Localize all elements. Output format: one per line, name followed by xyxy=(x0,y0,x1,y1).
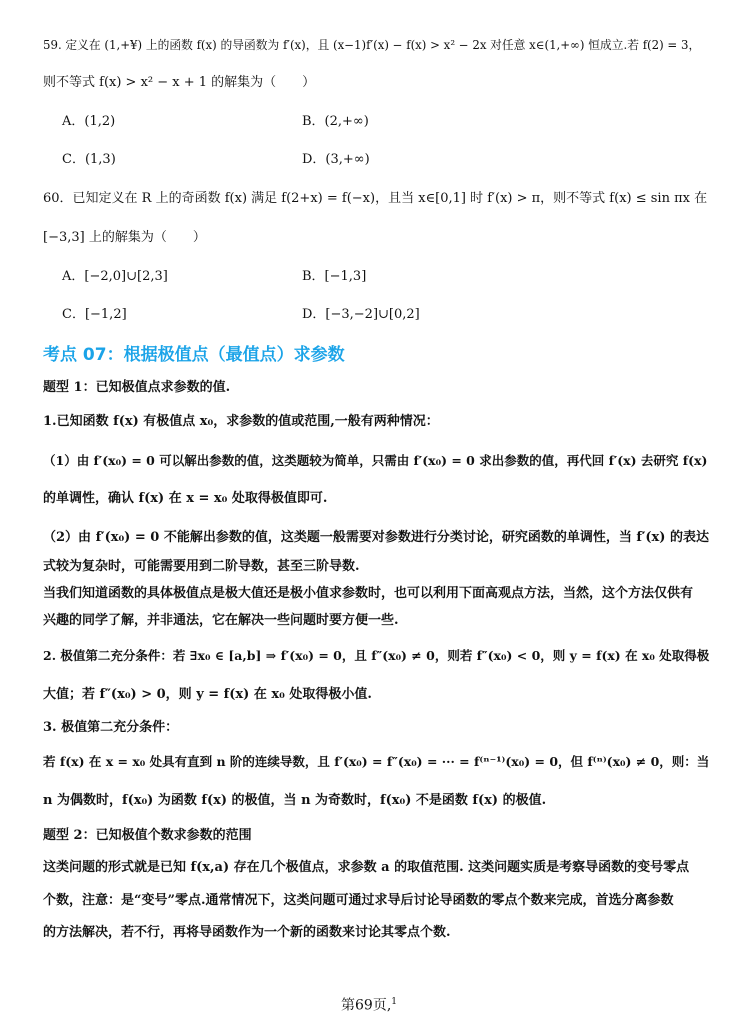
q59-option-b: B．(2,+∞) xyxy=(302,114,369,129)
q60-option-b: B．[−1,3] xyxy=(302,269,367,284)
paragraph-3-line1: （2）由 f′(x₀) = 0 不能解出参数的值，这类题一般需要对参数进行分类讨论，研究函数的单调性，当 f′(x) 的表达 xyxy=(43,530,709,545)
q60-option-a: A．[−2,0]∪[2,3] xyxy=(62,269,168,284)
paragraph-5-line1: 2. 极值第二充分条件：若 ∃x₀ ∈ [a,b] ⇒ f′(x₀) = 0，且 f″(x₀) ≠ 0，则若 f″(x₀) < 0，则 y = f(x) 在 x₀ 处取得极 xyxy=(43,648,710,663)
paragraph-2-line1: （1）由 f′(x₀) = 0 可以解出参数的值，这类题较为简单，只需由 f′(x₀) = 0 求出参数的值，再代回 f′(x) 去研究 f(x) xyxy=(43,453,708,468)
q59-option-d: D．(3,+∞) xyxy=(302,152,370,167)
type1-title: 题型 1：已知极值点求参数的值. xyxy=(43,380,231,395)
type2-title: 题型 2：已知极值个数求参数的范围 xyxy=(43,828,252,843)
q60-stem-line1: 60．已知定义在 R 上的奇函数 f(x) 满足 f(2+x) = f(−x)，且当 x∈[0,1] 时 f′(x) > π，则不等式 f(x) ≤ sin πx 在 xyxy=(43,191,708,206)
paragraph-2-line2: 的单调性，确认 f(x) 在 x = x₀ 处取得极值即可. xyxy=(43,491,328,506)
q59-stem-line1: 59. 定义在 (1,+¥) 上的函数 f(x) 的导函数为 f′(x)，且 (x−1)f′(x) − f(x) > x² − 2x 对任意 x∈(1,+∞) 恒成立.若 f(2) = 3， xyxy=(43,38,701,52)
q59-option-a: A．(1,2) xyxy=(62,114,116,129)
page-footer xyxy=(0,992,738,1016)
page-superscript: 1 xyxy=(391,997,397,1007)
paragraph-5-line2: 大值；若 f″(x₀) > 0，则 y = f(x) 在 x₀ 处取得极小值. xyxy=(43,687,372,702)
q59-option-c: C．(1,3) xyxy=(62,152,116,167)
paragraph-7-line1: 若 f(x) 在 x = x₀ 处具有直到 n 阶的连续导数，且 f′(x₀) = f″(x₀) = ··· = f⁽ⁿ⁻¹⁾(x₀) = 0，但 f⁽ⁿ⁾(x₀) ≠ 0，则：当 xyxy=(43,754,710,769)
paragraph-8-line2: 个数，注意：是“变号”零点.通常情况下，这类问题可通过求导后讨论导函数的零点个数来完成，首选分离参数 xyxy=(43,893,674,908)
paragraph-1: 1.已知函数 f(x) 有极值点 x₀，求参数的值或范围,一般有两种情况： xyxy=(43,414,439,429)
paragraph-8-line1: 这类问题的形式就是已知 f(x,a) 存在几个极值点，求参数 a 的取值范围. 这类问题实质是考察导函数的变号零点 xyxy=(43,860,690,875)
paragraph-8-line3: 的方法解决，若不行，再将导函数作为一个新的函数来讨论其零点个数. xyxy=(43,925,451,940)
page-number: 第69页, xyxy=(341,997,392,1014)
paragraph-3-line2: 式较为复杂时，可能需要用到二阶导数，甚至三阶导数. xyxy=(43,559,360,574)
q60-stem-line2: [−3,3] 上的解集为（ ） xyxy=(43,230,206,245)
q60-option-d: D．[−3,−2]∪[0,2] xyxy=(302,307,420,322)
section-heading: 考点 07：根据极值点（最值点）求参数 xyxy=(43,345,345,365)
paragraph-7-line2: n 为偶数时，f(x₀) 为函数 f(x) 的极值，当 n 为奇数时，f(x₀) 不是函数 f(x) 的极值. xyxy=(43,793,547,808)
q59-stem-line2: 则不等式 f(x) > x² − x + 1 的解集为（ ） xyxy=(43,75,316,90)
paragraph-4-line2: 兴趣的同学了解，并非通法，它在解决一些问题时要方便一些. xyxy=(43,613,399,628)
paragraph-4-line1: 当我们知道函数的具体极值点是极大值还是极小值求参数时，也可以利用下面高观点方法，当然，这个方法仅供有 xyxy=(43,586,694,601)
paragraph-6: 3. 极值第二充分条件： xyxy=(43,720,179,735)
q60-option-c: C．[−1,2] xyxy=(62,307,127,322)
